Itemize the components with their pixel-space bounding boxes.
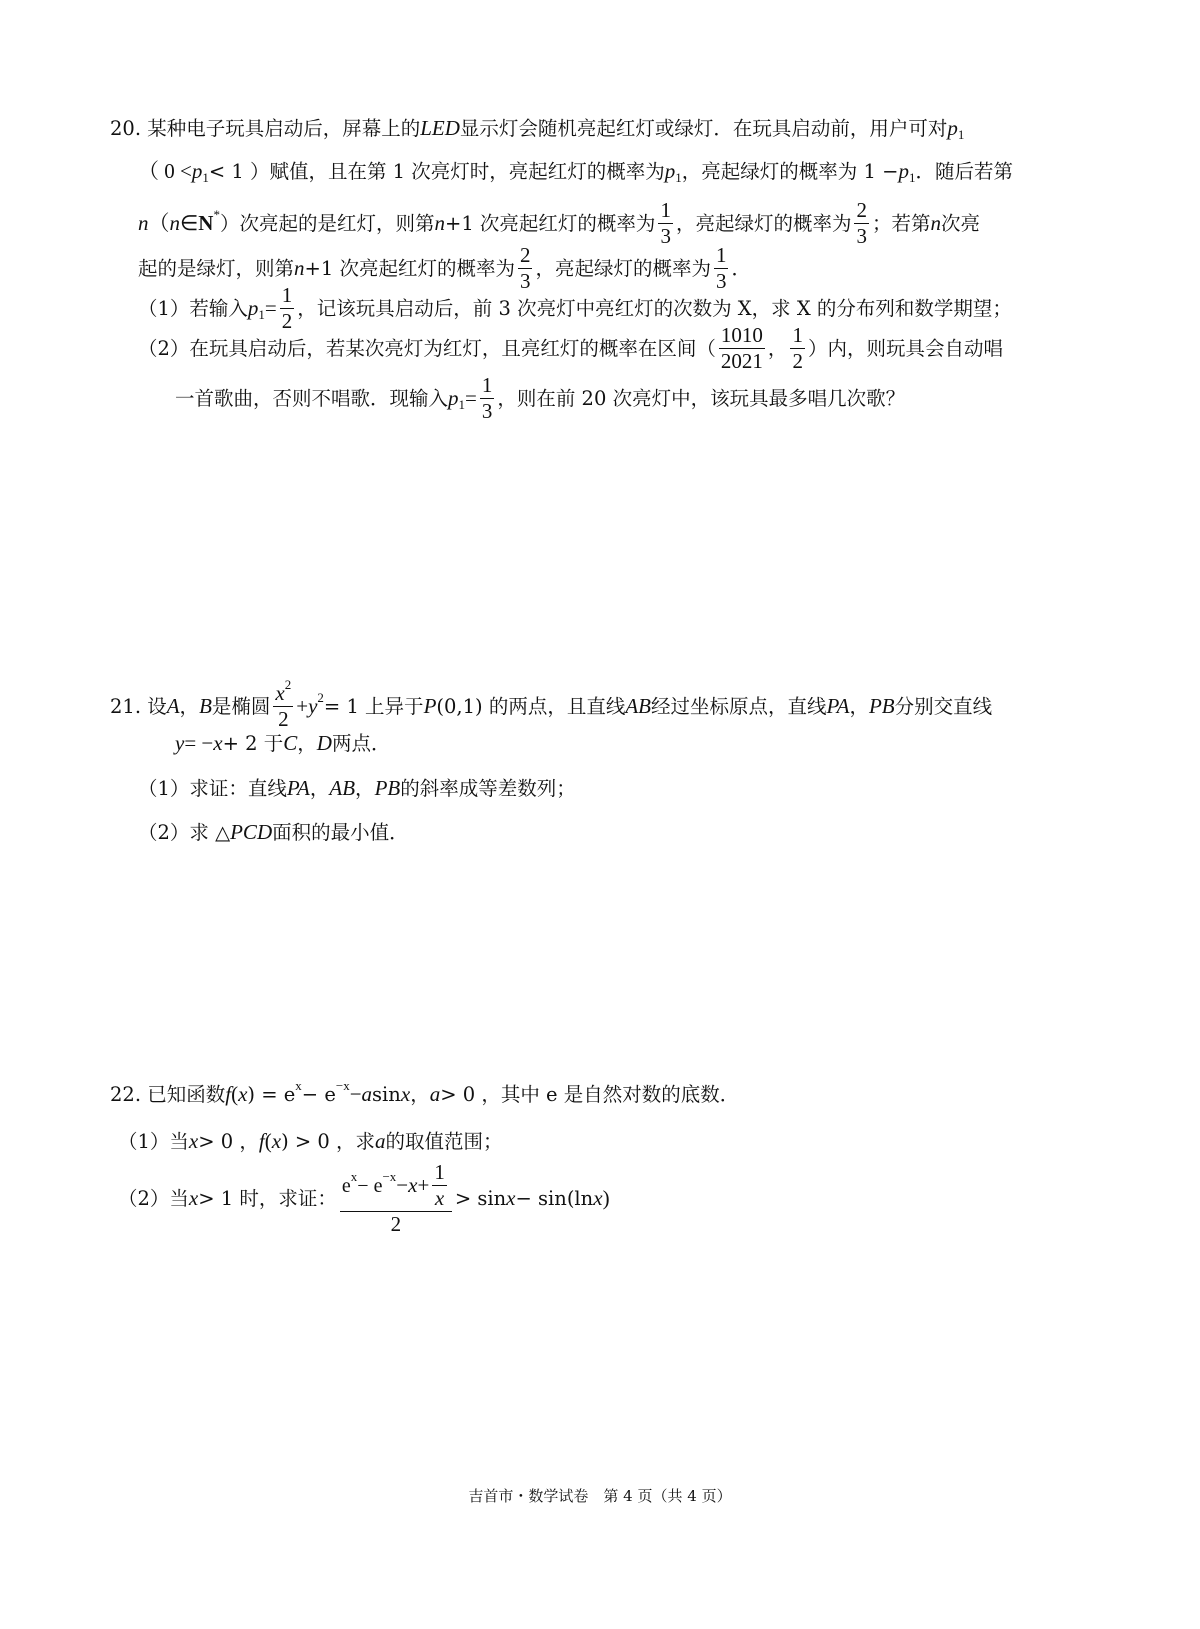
fraction	[790, 325, 805, 372]
subscript: 1	[957, 127, 965, 142]
q20-part-2	[138, 325, 1003, 372]
math-variable: p	[191, 159, 203, 183]
math-variable: LED	[420, 116, 460, 140]
text: > 0 ，	[198, 1129, 259, 1153]
text: e	[341, 1174, 351, 1197]
math-variable: n	[138, 211, 149, 235]
text: 2021	[720, 349, 763, 373]
text: 2	[281, 309, 293, 333]
math-variable: x	[271, 1129, 282, 1153]
text: 经过坐标原点，直线	[650, 694, 827, 718]
math-variable: x	[408, 1173, 418, 1197]
fraction-denominator	[792, 349, 803, 372]
text: +	[296, 694, 309, 718]
math-variable: PA	[826, 694, 850, 718]
text: 22. 已知函数	[110, 1082, 226, 1106]
fraction-numerator	[854, 200, 869, 224]
text: 的斜率成等差数列；	[400, 776, 576, 800]
text: > 0 ，其中 e 是自然对数的底数．	[440, 1082, 740, 1106]
math-variable: n	[434, 211, 445, 235]
math-variable: n	[930, 211, 941, 235]
math-variable: n	[169, 211, 180, 235]
math-variable: a	[375, 1129, 386, 1153]
text: = 1 上异于	[323, 694, 424, 718]
text: sin	[372, 1082, 401, 1106]
text: 21. 设	[110, 694, 167, 718]
math-variable: AB	[625, 694, 651, 718]
text: +1 次亮起红灯的概率为	[444, 211, 656, 235]
math-variable: B	[199, 694, 212, 718]
text: 2	[278, 707, 289, 731]
superscript: −x	[382, 1169, 397, 1184]
text: ，亮起绿灯的概率为	[675, 211, 852, 235]
text: −	[349, 1082, 362, 1106]
math-variable: C	[283, 731, 298, 755]
text: ，	[179, 694, 200, 718]
text: ，	[849, 694, 869, 718]
text: 的取值范围；	[385, 1129, 503, 1153]
text: = −	[184, 731, 214, 755]
text: 1010	[720, 323, 763, 347]
text: ，	[297, 731, 317, 755]
text: 2	[519, 243, 531, 267]
text: 两点．	[331, 731, 391, 755]
q20-part-2-cont	[175, 375, 905, 422]
text: > 1 时，求证：	[198, 1186, 337, 1210]
text: 1	[792, 323, 803, 347]
text: − e	[357, 1174, 383, 1197]
text: ，	[410, 1082, 430, 1106]
math-variable: y	[175, 731, 185, 755]
superscript: 2	[284, 677, 292, 692]
text: 2	[856, 198, 867, 222]
fraction-numerator	[280, 285, 295, 309]
math-variable: x	[506, 1186, 516, 1210]
text: =	[465, 386, 477, 410]
q20-line	[138, 159, 1013, 185]
math-variable: x	[238, 1082, 248, 1106]
text: 1	[715, 243, 727, 267]
text: （1）若输入	[138, 296, 248, 320]
text: （1）求证：直线	[138, 776, 287, 800]
q22-part-2	[118, 1162, 610, 1235]
text: + 2 于	[222, 731, 284, 755]
text: 3	[715, 269, 727, 293]
math-variable: A	[166, 694, 180, 718]
subscript: 1	[258, 307, 265, 322]
text: 显示灯会随机亮起红灯或绿灯．在玩具启动前，用户可对	[459, 116, 948, 140]
text: 1	[434, 1160, 445, 1184]
text: ，则在前 20 次亮灯中，该玩具最多唱几次歌？	[497, 386, 906, 410]
subscript: 1	[675, 170, 682, 185]
subscript: 1	[908, 170, 916, 185]
fraction-denominator	[391, 1212, 402, 1235]
text: 1	[281, 283, 293, 307]
math-variable: f	[225, 1082, 232, 1106]
math-variable: PB	[868, 694, 895, 718]
q21-line	[110, 677, 993, 731]
fraction	[480, 375, 495, 422]
subscript: 1	[458, 397, 466, 412]
text: 3	[856, 224, 867, 248]
math-variable: f	[258, 1129, 265, 1153]
text: +	[417, 1173, 430, 1197]
text: 起的是绿灯，则第	[138, 256, 295, 280]
text: ，亮起绿灯的概率为 1 −	[681, 159, 899, 183]
math-variable: x	[188, 1129, 199, 1153]
fraction-denominator	[721, 349, 763, 372]
fraction-numerator	[432, 1162, 447, 1186]
text: ∈	[180, 211, 199, 235]
q21-line	[175, 733, 390, 754]
text: 2	[792, 349, 803, 373]
math-variable: x	[434, 1186, 445, 1210]
text: ，	[767, 336, 788, 360]
text: 20. 某种电子玩具启动后，屏幕上的	[110, 116, 421, 140]
text: ；若第	[871, 211, 931, 235]
text: （2）求 △	[138, 820, 231, 844]
text: ) > 0 ，求	[281, 1129, 376, 1153]
fraction	[273, 677, 293, 731]
math-variable: AB	[329, 776, 356, 800]
text: +1 次亮起红灯的概率为	[304, 256, 515, 280]
fraction	[854, 200, 869, 247]
math-variable: x	[275, 681, 285, 705]
text: 3	[481, 399, 493, 423]
text: (0,1) 的两点，且直线	[436, 694, 626, 718]
text: 是椭圆	[211, 694, 271, 718]
text: 2	[390, 1212, 402, 1236]
text: − e	[301, 1082, 336, 1106]
text: 1	[660, 198, 671, 222]
q21-part-1	[138, 778, 576, 799]
text: （2）在玩具启动后，若某次亮灯为红灯，且亮红灯的概率在区间（	[138, 336, 716, 360]
math-variable: a	[361, 1082, 373, 1106]
math-variable: x	[593, 1186, 603, 1210]
text: 分别交直线	[894, 694, 993, 718]
q22-line	[110, 1078, 740, 1106]
text: )	[602, 1186, 610, 1210]
math-variable: PA	[286, 776, 310, 800]
math-variable: p	[664, 159, 676, 183]
math-variable: P	[423, 694, 437, 718]
superscript: x	[350, 1169, 358, 1184]
text: < 1 ）赋值，且在第 1 次亮灯时，亮起红灯的概率为	[208, 159, 665, 183]
math-variable: y	[308, 694, 318, 718]
text: =	[264, 296, 277, 320]
fraction-denominator	[856, 224, 867, 247]
text: 1	[481, 373, 493, 397]
q20-line	[110, 116, 965, 142]
fraction-numerator	[790, 325, 805, 349]
fraction-numerator	[480, 375, 495, 399]
math-variable: p	[898, 159, 909, 183]
text: ，记该玩具启动后，前 3 次亮灯中亮红灯的次数为 X，求 X 的分布列和数学期望；	[297, 296, 1012, 320]
fraction	[340, 1162, 452, 1235]
text: （1）当	[118, 1129, 189, 1153]
text: 3	[519, 269, 531, 293]
fraction-numerator	[714, 245, 729, 269]
math-variable: n	[294, 256, 305, 280]
math-variable: a	[429, 1082, 441, 1106]
subscript: 1	[202, 170, 209, 185]
math-variable: D	[316, 731, 332, 755]
fraction-denominator	[435, 1186, 444, 1209]
math-variable: p	[448, 386, 459, 410]
q22-part-1	[118, 1131, 503, 1152]
text: ）内，则玩具会自动唱	[807, 336, 1003, 360]
fraction-denominator	[482, 399, 493, 422]
fraction	[658, 200, 673, 247]
fraction-numerator	[658, 200, 673, 224]
text: （	[148, 211, 170, 235]
text: ，亮起绿灯的概率为	[535, 256, 711, 280]
text: ）次亮起的是红灯，则第	[219, 211, 435, 235]
superscript: x	[295, 1078, 302, 1093]
fraction-numerator	[273, 677, 293, 707]
math-variable: PB	[374, 776, 401, 800]
math-variable: PCD	[230, 820, 273, 844]
text: 一首歌曲，否则不唱歌．现输入	[175, 386, 449, 410]
fraction	[719, 325, 765, 372]
text: ．随后若第	[915, 159, 1013, 183]
fraction	[432, 1162, 447, 1209]
text: ，	[355, 776, 375, 800]
fraction-denominator	[278, 707, 289, 730]
q21-part-2	[138, 822, 409, 843]
page-footer: 吉首市・数学试卷 第 4 页（共 4 页）	[468, 1487, 732, 1505]
text: ．	[731, 256, 751, 280]
superscript: 2	[317, 690, 324, 705]
math-variable: p	[947, 116, 958, 140]
text: （2）当	[118, 1186, 189, 1210]
fraction-denominator	[660, 224, 671, 247]
superscript: *	[213, 207, 220, 222]
fraction-numerator	[518, 245, 533, 269]
text: > sin	[454, 1186, 507, 1210]
text: ) = e	[247, 1082, 296, 1106]
math-variable: x	[400, 1082, 411, 1106]
fraction-numerator	[719, 325, 765, 349]
text: 3	[660, 224, 671, 248]
text: − sin(ln	[515, 1186, 594, 1210]
superscript: −x	[335, 1078, 350, 1093]
text: (	[231, 1082, 239, 1106]
math-variable: p	[247, 296, 259, 320]
fraction-numerator	[340, 1162, 452, 1212]
text: −	[396, 1173, 409, 1197]
text: (	[264, 1129, 272, 1153]
math-variable: x	[213, 731, 223, 755]
text: ，	[309, 776, 330, 800]
text: （ 0 <	[138, 159, 192, 183]
text: 次亮	[940, 211, 980, 235]
math-set: N	[198, 211, 214, 235]
q20-line	[138, 200, 980, 247]
text: 面积的最小值．	[272, 820, 409, 844]
math-variable: x	[188, 1186, 199, 1210]
